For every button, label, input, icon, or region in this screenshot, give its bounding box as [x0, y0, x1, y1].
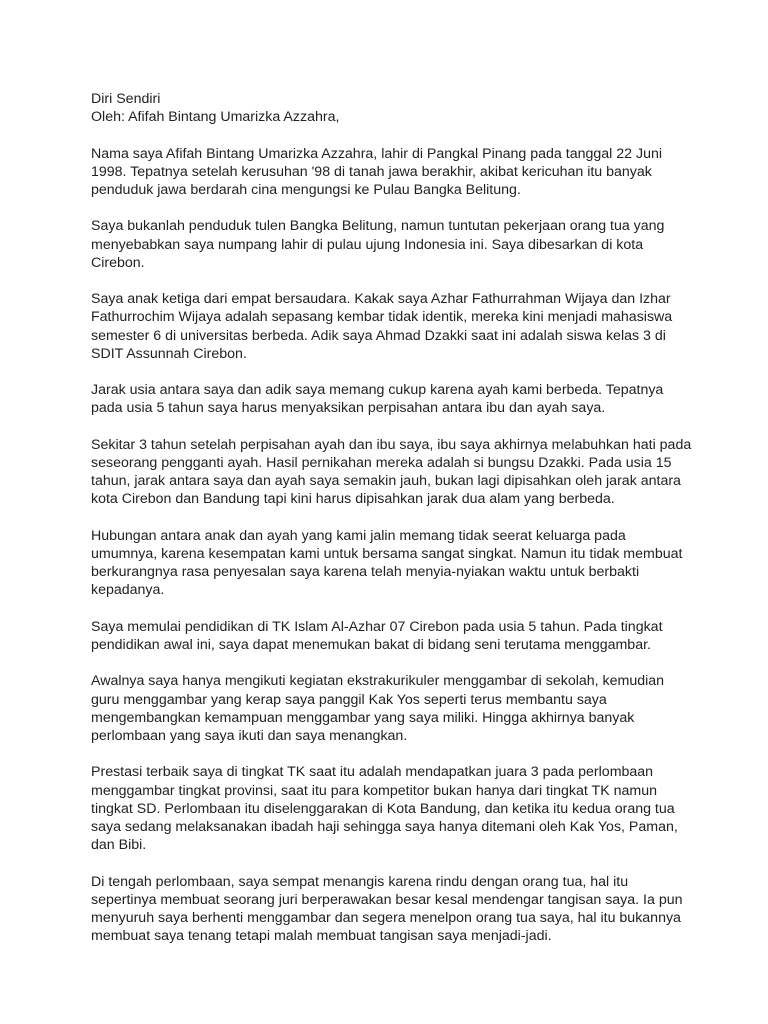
- paragraph: [91, 381, 691, 417]
- paragraph: [91, 873, 691, 946]
- paragraph: [91, 763, 691, 854]
- paragraph-list: [91, 145, 691, 946]
- document-title: Diri Sendiri: [91, 91, 161, 107]
- paragraph-line: saya sedang melaksanakan ibadah haji sehingga saya hanya ditemani oleh Kak Yos, Paman,: [91, 818, 678, 835]
- paragraph: [91, 217, 691, 272]
- paragraph-line: dan Bibi.: [91, 837, 147, 854]
- paragraph-line: umumnya, karena kesempatan kami untuk bersama sangat singkat. Namun itu tidak membuat: [91, 545, 683, 562]
- paragraph-line: penduduk jawa berdarah cina mengungsi ke Pulau Bangka Belitung.: [91, 182, 521, 198]
- paragraph-line: Saya memulai pendidikan di TK Islam Al-Azhar 07 Cirebon pada usia 5 tahun. Pada tingkat: [91, 618, 663, 635]
- paragraph-line: Awalnya saya hanya mengikuti kegiatan ekstrakurikuler menggambar di sekolah, kemudian: [91, 673, 665, 690]
- paragraph-line: Saya bukanlah penduduk tulen Bangka Belitung, namun tuntutan pekerjaan orang tua yang: [91, 218, 665, 235]
- document-body: [91, 90, 691, 964]
- paragraph: [91, 436, 691, 509]
- paragraph-line: seseorang pengganti ayah. Hasil pernikahan mereka adalah si bungsu Dzakki. Pada usia 15: [91, 454, 672, 471]
- paragraph-line: menyebabkan saya numpang lahir di pulau ujung Indonesia ini. Saya dibesarkan di kota: [91, 236, 644, 253]
- paragraph-line: Hubungan antara anak dan ayah yang kami jalin memang tidak seerat keluarga pada: [91, 527, 626, 544]
- paragraph-line: Jarak usia antara saya dan adik saya memang cukup karena ayah kami berbeda. Tepatnya: [91, 382, 664, 399]
- paragraph-line: perlombaan yang saya ikuti dan saya menangkan.: [91, 727, 408, 744]
- paragraph-line: Fathurrochim Wijaya adalah sepasang kembar tidak identik, mereka kini menjadi mahasiswa: [91, 309, 673, 326]
- paragraph-line: SDIT Assunnah Cirebon.: [91, 345, 247, 362]
- paragraph-line: guru menggambar yang kerap saya panggil Kak Yos seperti terus membantu saya: [91, 691, 607, 708]
- paragraph-line: Cirebon.: [91, 254, 145, 271]
- paragraph-line: menyuruh saya berhenti menggambar dan segera menelpon orang tua saya, hal itu bukannya: [91, 909, 681, 926]
- paragraph: [91, 527, 691, 600]
- paragraph: [91, 290, 691, 363]
- paragraph: [91, 618, 691, 654]
- paragraph-line: sepertinya membuat seorang juri berperawakan besar kesal mendengar tangisan saya. Ia pun: [91, 891, 683, 908]
- paragraph-line: Saya anak ketiga dari empat bersaudara. Kakak saya Azhar Fathurrahman Wijaya dan Izhar: [91, 291, 671, 308]
- paragraph-line: Sekitar 3 tahun setelah perpisahan ayah dan ibu saya, ibu saya akhirnya melabuhkan hati pada: [91, 436, 692, 453]
- paragraph-line: kepadanya.: [91, 582, 165, 599]
- paragraph-line: membuat saya tenang tetapi malah membuat tangisan saya menjadi-jadi.: [91, 928, 552, 945]
- paragraph-line: tahun, jarak antara saya dan ayah saya semakin jauh, bukan lagi dipisahkan oleh jarak antara: [91, 473, 681, 490]
- paragraph-line: tingkat SD. Perlombaan itu diselenggarakan di Kota Bandung, dan ketika itu kedua orang tua: [91, 800, 675, 817]
- paragraph-line: semester 6 di universitas berbeda. Adik saya Ahmad Dzakki saat ini adalah siswa kelas 3 di: [91, 327, 666, 344]
- paragraph-line: 1998. Tepatnya setelah kerusuhan '98 di tanah jawa berakhir, akibat kericuhan itu banyak: [91, 163, 652, 180]
- paragraph: [91, 672, 691, 745]
- paragraph-line: menggambar tingkat provinsi, saat itu para kompetitor bukan hanya dari tingkat TK namun: [91, 782, 657, 799]
- paragraph-line: Di tengah perlombaan, saya sempat menangis karena rindu dengan orang tua, hal itu: [91, 873, 629, 890]
- paragraph: [91, 145, 691, 200]
- paragraph-line: Prestasi terbaik saya di tingkat TK saat itu adalah mendapatkan juara 3 pada perlombaan: [91, 764, 654, 781]
- paragraph-line: pada usia 5 tahun saya harus menyaksikan perpisahan antara ibu dan ayah saya.: [91, 400, 606, 417]
- paragraph-line: Nama saya Afifah Bintang Umarizka Azzahra, lahir di Pangkal Pinang pada tanggal 22 Juni: [91, 145, 662, 162]
- document-header: [91, 90, 691, 126]
- document-byline: Oleh: Afifah Bintang Umarizka Azzahra,: [91, 109, 340, 126]
- paragraph-line: kota Cirebon dan Bandung tapi kini harus dipisahkan jarak dua alam yang berbeda.: [91, 491, 615, 508]
- paragraph-line: mengembangkan kemampuan menggambar yang saya miliki. Hingga akhirnya banyak: [91, 709, 635, 726]
- paragraph-line: berkurangnya rasa penyesalan saya karena telah menyia-nyiakan waktu untuk berbakti: [91, 564, 640, 581]
- paragraph-line: pendidikan awal ini, saya dapat menemukan bakat di bidang seni terutama menggambar.: [91, 636, 651, 653]
